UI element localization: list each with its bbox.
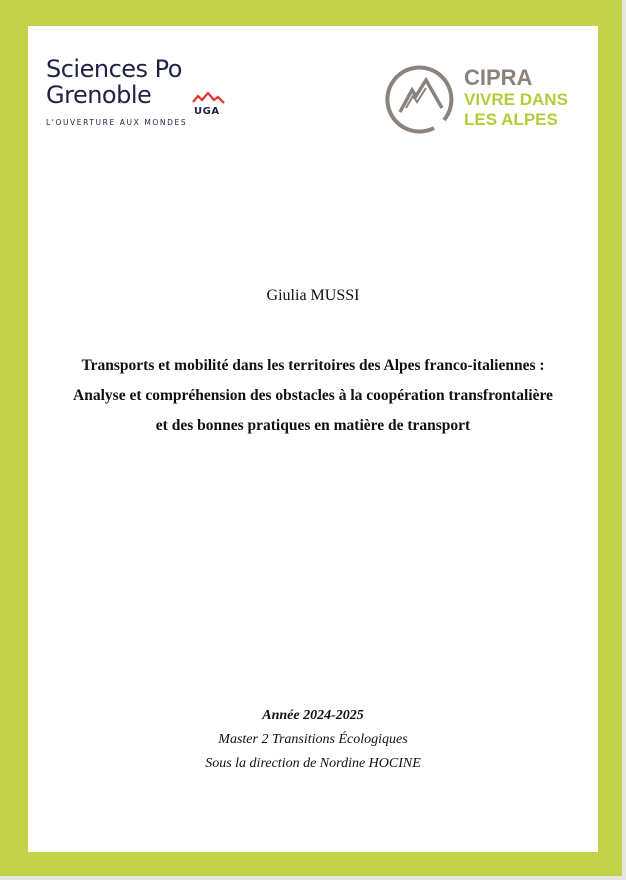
cipra-subtitle-1: VIVRE DANS <box>464 90 568 109</box>
mountain-peaks-icon <box>192 92 228 106</box>
sciences-po-grenoble-logo <box>46 56 226 136</box>
thesis-meta <box>28 704 598 776</box>
thesis-title: Transports et mobilité dans les territoires des Alpes franco-italiennes : Analyse et compréhension des obstacles à la coopération transfrontalière et des bonnes pratiques en matière de transport <box>73 357 553 434</box>
cipra-logo <box>384 62 594 134</box>
cover-page <box>28 26 598 852</box>
logo-line-2: Grenoble <box>46 81 152 109</box>
uga-badge <box>192 92 228 117</box>
logo-line-1: Sciences Po <box>46 55 182 83</box>
supervisor: Sous la direction de Nordine HOCINE <box>205 756 421 771</box>
cipra-subtitle-2: LES ALPES <box>464 110 558 129</box>
cipra-text <box>464 66 568 130</box>
uga-label: UGA <box>194 106 220 117</box>
academic-year: Année 2024-2025 <box>262 708 364 723</box>
cipra-mountain-circle-icon <box>384 62 456 134</box>
author-name: Giulia MUSSI <box>266 287 360 304</box>
program: Master 2 Transitions Écologiques <box>218 732 408 747</box>
cipra-name: CIPRA <box>464 65 533 90</box>
logo-tagline: L'OUVERTURE AUX MONDES <box>46 118 188 127</box>
